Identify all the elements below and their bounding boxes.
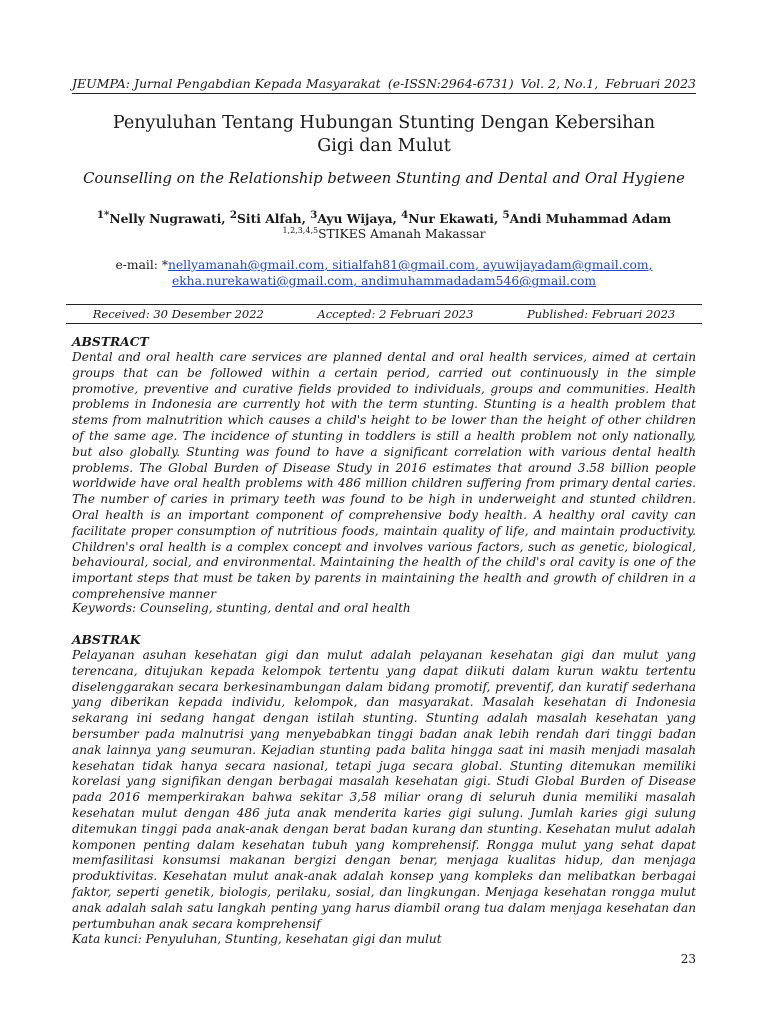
author-sup: 1* <box>96 209 110 221</box>
email-link-siti[interactable]: sitialfah81@gmail.com <box>328 258 475 272</box>
abstrak-keywords: Kata kunci: Penyuluhan, Stunting, kesehatan gigi dan mulut <box>72 932 442 946</box>
paper-subtitle: Counselling on the Relationship between Stunting and Dental and Oral Hygiene <box>83 170 685 187</box>
journal-issn: (e-ISSN:2964-6731) <box>387 76 514 91</box>
author-name: Nur Ekawati, <box>408 211 503 227</box>
email-link-nelly[interactable]: nellyamanah@gmail.com, <box>167 258 329 272</box>
author-sup: 5 <box>502 209 510 221</box>
email-line2 <box>72 273 696 289</box>
email-separator: , <box>648 258 653 272</box>
email-block <box>72 257 696 289</box>
author-sup: 3 <box>310 209 318 221</box>
affiliation <box>72 226 696 241</box>
paper-title-line2: Gigi dan Mulut <box>317 136 451 156</box>
author-name: Nelly Nugrawati, <box>109 211 230 227</box>
accepted-date: Accepted: 2 Februari 2023 <box>317 307 474 321</box>
paper-title-line1: Penyuluhan Tentang Hubungan Stunting Dengan Kebersihan <box>112 113 656 133</box>
journal-volume: Vol. 2, No.1, <box>520 76 599 91</box>
author-sup: 4 <box>401 209 409 221</box>
email-label: e-mail: * <box>115 258 168 272</box>
page-number: 23 <box>680 952 696 966</box>
author-name: Siti Alfah, <box>237 211 311 227</box>
abstract-keywords: Keywords: Counseling, stunting, dental and oral health <box>72 601 411 615</box>
paper-title <box>72 112 696 158</box>
abstrak-heading: ABSTRAK <box>72 632 141 647</box>
author-list <box>72 209 696 226</box>
published-date: Published: Februari 2023 <box>526 307 676 321</box>
abstract-heading: ABSTRACT <box>72 334 149 349</box>
email-link-andi[interactable]: , andimuhammadadam546@gmail.com <box>353 274 597 288</box>
journal-date: Februari 2023 <box>605 76 696 91</box>
affiliation-name: STIKES Amanah Makassar <box>318 227 486 242</box>
author-name: Ayu Wijaya, <box>317 211 402 227</box>
abstract-text: Dental and oral health care services are planned dental and oral health services, aimed at certain groups that can be followed within a certain period, carried out continuously in the simple promotive, preventive and curative fields provided to individuals, groups and communities. Health problems in Indonesia are currently hot with the term stunting. Stunting is a health problem that stems from malnutrition which causes a child's height to be lower than the height of other children of the same age. The incidence of stunting in toddlers is still a health problem not only nationally, but also globally. Stunting was found to have a significant correlation with various dental health problems. The Global Burden of Disease Study in 2016 estimates that around 3.58 billion people worldwide have oral health problems with 486 million children suffering from primary dental caries. The number of caries in primary teeth was found to be high in underweight and stunted children. Oral health is an important component of comprehensive body health. A healthy oral cavity can facilitate proper consumption of nutritious foods, maintain quality of life, and maintain productivity. Children's oral health is a complex concept and involves various factors, such as genetic, biological, behavioural, social, and environmental. Maintaining the health of the child's oral cavity is one of the important steps that must be taken by parents in maintaining the health and growth of children in a comprehensive manner <box>72 350 696 601</box>
email-link-ayu[interactable]: , ayuwijayadam@gmail.com <box>474 258 649 272</box>
author-name: Andi Muhammad Adam <box>509 211 672 227</box>
article-dates <box>66 304 702 324</box>
email-link-ekha[interactable]: ekha.nurekawati@gmail.com <box>171 274 354 288</box>
received-date: Received: 30 Desember 2022 <box>92 307 264 321</box>
abstrak-text: Pelayanan asuhan kesehatan gigi dan mulut adalah pelayanan kesehatan gigi dan mulut yang terencana, ditujukan kepada kelompok tertentu yang dapat diikuti dalam kurun waktu tertentu diselenggarakan secara berkesinambungan dalam bidang promotif, preventif, dan kuratif sederhana yang diberikan kepada individu, kelompok, dan masyarakat. Masalah kesehatan di Indonesia sekarang ini sedang hangat dengan istilah stunting. Stunting adalah masalah kesehatan yang bersumber pada malnutrisi yang menyebabkan tinggi badan anak lebih rendah dari tinggi badan anak lainnya yang seumuran. Kejadian stunting pada balita hingga saat ini masih menjadi masalah kesehatan tidak hanya secara nasional, tetapi juga secara global. Stunting ditemukan memiliki korelasi yang signifikan dengan berbagai masalah kesehatan gigi. Studi Global Burden of Disease pada 2016 memperkirakan bahwa sekitar 3,58 miliar orang di seluruh dunia memiliki masalah kesehatan mulut dengan 486 juta anak menderita karies gigi sulung. Jumlah karies gigi sulung ditemukan tinggi pada anak-anak dengan berat badan kurang dan stunting. Kesehatan mulut adalah komponen penting dalam kesehatan tubuh yang komprehensif. Rongga mulut yang sehat dapat memfasilitasi konsumsi makanan bergizi dengan benar, menjaga kualitas hidup, dan menjaga produktivitas. Kesehatan mulut anak-anak adalah konsep yang kompleks dan melibatkan berbagai faktor, seperti genetik, biologis, perilaku, sosial, dan lingkungan. Menjaga kesehatan rongga mulut anak adalah salah satu langkah penting yang harus diambil orang tua dalam menjaga kesehatan dan pertumbuhan anak secara komprehensif <box>72 648 696 931</box>
email-line1 <box>72 257 696 273</box>
journal-header <box>72 76 696 94</box>
affiliation-sup: 1,2,3,4,5 <box>282 226 319 235</box>
author-sup: 2 <box>229 209 238 221</box>
journal-name: JEUMPA: Jurnal Pengabdian Kepada Masyarakat <box>72 76 381 91</box>
